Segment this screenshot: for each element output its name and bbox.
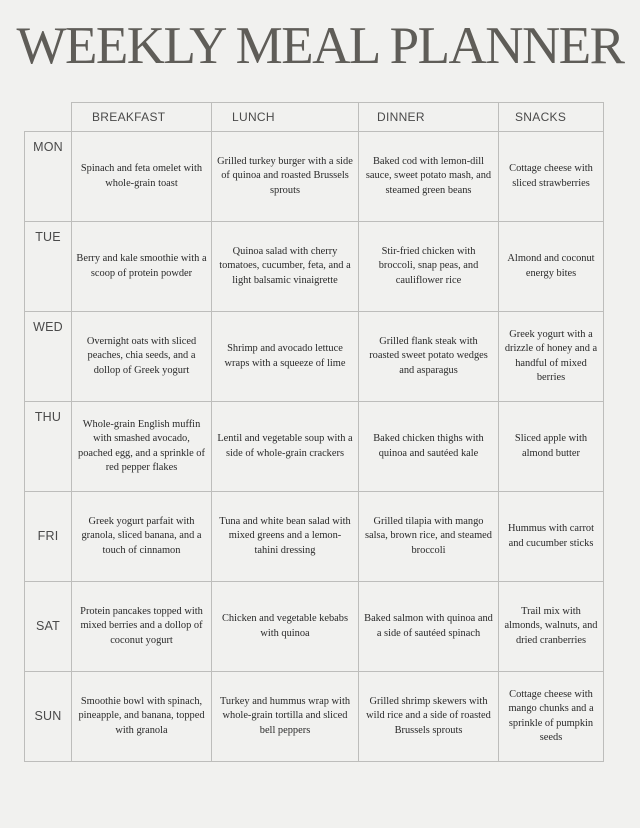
breakfast-cell: Overnight oats with sliced peaches, chia seeds, and a dollop of Greek yogurt (72, 312, 212, 402)
lunch-cell: Turkey and hummus wrap with whole-grain tortilla and sliced bell peppers (212, 672, 359, 762)
column-header-breakfast: BREAKFAST (72, 102, 212, 132)
column-header-dinner: DINNER (359, 102, 499, 132)
dinner-cell: Baked cod with lemon-dill sauce, sweet potato mash, and steamed green beans (359, 132, 499, 222)
breakfast-cell: Greek yogurt parfait with granola, sliced banana, and a touch of cinnamon (72, 492, 212, 582)
snacks-cell: Hummus with carrot and cucumber sticks (499, 492, 604, 582)
snacks-cell: Cottage cheese with mango chunks and a sprinkle of pumpkin seeds (499, 672, 604, 762)
lunch-cell: Grilled turkey burger with a side of quinoa and roasted Brussels sprouts (212, 132, 359, 222)
day-label: MON (24, 132, 72, 222)
snacks-cell: Cottage cheese with sliced strawberries (499, 132, 604, 222)
snacks-cell: Trail mix with almonds, walnuts, and dried cranberries (499, 582, 604, 672)
dinner-cell: Grilled flank steak with roasted sweet potato wedges and asparagus (359, 312, 499, 402)
lunch-cell: Lentil and vegetable soup with a side of whole-grain crackers (212, 402, 359, 492)
snacks-cell: Sliced apple with almond butter (499, 402, 604, 492)
day-label: SAT (24, 582, 72, 672)
day-label: TUE (24, 222, 72, 312)
lunch-cell: Tuna and white bean salad with mixed greens and a lemon-tahini dressing (212, 492, 359, 582)
lunch-cell: Chicken and vegetable kebabs with quinoa (212, 582, 359, 672)
lunch-cell: Quinoa salad with cherry tomatoes, cucumber, feta, and a light balsamic vinaigrette (212, 222, 359, 312)
column-header-snacks: SNACKS (499, 102, 604, 132)
day-label: FRI (24, 492, 72, 582)
meal-planner-table (24, 102, 604, 764)
breakfast-cell: Spinach and feta omelet with whole-grain toast (72, 132, 212, 222)
lunch-cell: Shrimp and avocado lettuce wraps with a squeeze of lime (212, 312, 359, 402)
snacks-cell: Almond and coconut energy bites (499, 222, 604, 312)
column-header-lunch: LUNCH (212, 102, 359, 132)
page-title: WEEKLY MEAL PLANNER (16, 17, 624, 75)
dinner-cell: Baked salmon with quinoa and a side of sautéed spinach (359, 582, 499, 672)
day-label: THU (24, 402, 72, 492)
dinner-cell: Grilled shrimp skewers with wild rice and a side of roasted Brussels sprouts (359, 672, 499, 762)
dinner-cell: Baked chicken thighs with quinoa and sautéed kale (359, 402, 499, 492)
breakfast-cell: Berry and kale smoothie with a scoop of protein powder (72, 222, 212, 312)
day-label: WED (24, 312, 72, 402)
snacks-cell: Greek yogurt with a drizzle of honey and a handful of mixed berries (499, 312, 604, 402)
table-corner (24, 102, 72, 132)
breakfast-cell: Smoothie bowl with spinach, pineapple, and banana, topped with granola (72, 672, 212, 762)
breakfast-cell: Protein pancakes topped with mixed berries and a dollop of coconut yogurt (72, 582, 212, 672)
day-label: SUN (24, 672, 72, 762)
breakfast-cell: Whole-grain English muffin with smashed avocado, poached egg, and a sprinkle of red pepper flakes (72, 402, 212, 492)
dinner-cell: Grilled tilapia with mango salsa, brown rice, and steamed broccoli (359, 492, 499, 582)
dinner-cell: Stir-fried chicken with broccoli, snap peas, and cauliflower rice (359, 222, 499, 312)
